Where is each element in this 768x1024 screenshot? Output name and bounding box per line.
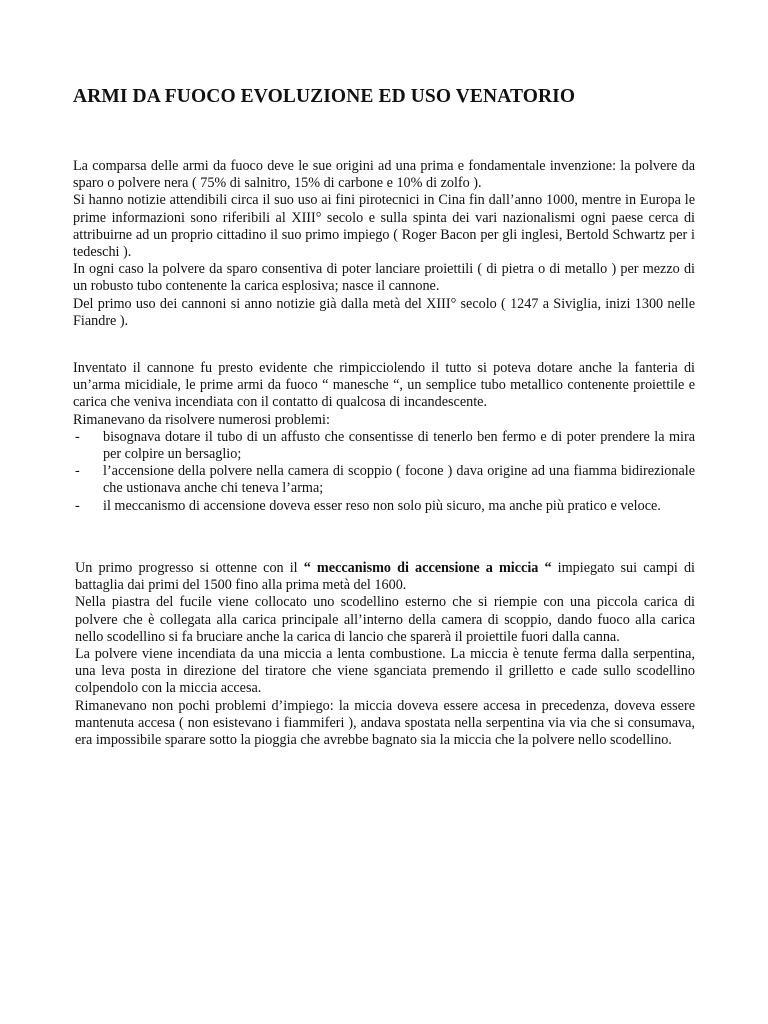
paragraph-hand-guns: Inventato il cannone fu presto evidente che rimpicciolendo il tutto si poteva dotare anche la fanteria di un’arma micidiale, le prime armi da fuoco “ manesche “, un semplice tubo metallico contenente proiettile e carica che veniva incendiata con il contatto di qualcosa di incandescente. bbox=[73, 360, 695, 411]
matchlock-intro-start: Un primo progresso si ottenne con il bbox=[75, 560, 304, 576]
paragraph-cannon-birth: In ogni caso la polvere da sparo consentiva di poter lanciare proiettili ( di pietra o di metallo ) per mezzo di un robusto tubo contenente la carica esplosiva; nasce il cannone. bbox=[73, 261, 695, 295]
paragraph-gunpowder: La comparsa delle armi da fuoco deve le sue origini ad una prima e fondamentale invenzione: la polvere da sparo o polvere nera ( 75% di salnitro, 15% di carbone e 10% di zolfo ). bbox=[73, 158, 695, 192]
list-item-text: il meccanismo di accensione doveva esser reso non solo più sicuro, ma anche più pratico e veloce. bbox=[103, 497, 661, 514]
dash-bullet: - bbox=[75, 463, 80, 480]
paragraph-remaining-problems: Rimanevano non pochi problemi d’impiego: la miccia doveva essere accesa in precedenza, doveva essere mantenuta accesa ( non esistevano i fiammiferi ), andava spostata nella serpentina via via che si consumava, era impossibile sparare sotto la pioggia che avrebbe bagnato sia la miccia che la polvere nello scodellino. bbox=[75, 697, 695, 749]
list-item-text: bisognava dotare il tubo di un affusto che consentisse di tenerlo ben fermo e di poter prendere la mira per colpire un bersaglio; bbox=[103, 428, 695, 463]
paragraph-first-news: Si hanno notizie attendibili circa il suo uso ai fini pirotecnici in Cina fin dall’anno 1000, mentre in Europa le prime informazioni sono riferibili al XIII° secolo e sulla spinta dei vari nazionalismi ogni paese cerca di attribuirne ad un proprio cittadino il suo primo impiego ( Roger Bacon per gli inglesi, Bertold Schwartz per i tedeschi ). bbox=[73, 192, 695, 261]
paragraph-pan-mechanism: Nella piastra del fucile viene collocato uno scodellino esterno che si riempie con una piccola carica di polvere che è collegata alla carica principale all’interno della camera di scoppio, dando fuoco alla carica nello scodellino si fa bruciare anche la carica di lancio che sparerà il proiettile fuori dalla canna. bbox=[75, 594, 695, 645]
problems-list bbox=[73, 429, 695, 515]
list-item bbox=[73, 463, 695, 497]
paragraph-slow-match: La polvere viene incendiata da una miccia a lenta combustione. La miccia è tenute ferma dalla serpentina, una leva posta in direzione del tiratore che viene sganciata premendo il grilletto e cade sullo scodellino colpendolo con la miccia accesa. bbox=[75, 646, 695, 697]
document-title: ARMI DA FUOCO EVOLUZIONE ED USO VENATORIO bbox=[73, 86, 576, 107]
section-hand-guns bbox=[73, 360, 695, 515]
dash-bullet: - bbox=[75, 428, 80, 445]
list-item bbox=[73, 498, 695, 515]
paragraph-problems-intro: Rimanevano da risolvere numerosi problemi: bbox=[73, 411, 330, 428]
section-origins bbox=[73, 158, 695, 330]
matchlock-intro-end: impiegato sui campi di battaglia dai primi del 1500 fino alla prima metà del 1600. bbox=[75, 560, 695, 594]
section-matchlock bbox=[75, 560, 695, 749]
list-item-text: l’accensione della polvere nella camera di scoppio ( focone ) dava origine ad una fiamma bidirezionale che ustionava anche chi teneva l’arma; bbox=[103, 463, 695, 497]
paragraph-first-cannon-use: Del primo uso dei cannoni si anno notizie già dalla metà del XIII° secolo ( 1247 a Siviglia, inizi 1300 nelle Fiandre ). bbox=[73, 295, 695, 329]
list-item bbox=[73, 429, 695, 463]
paragraph-matchlock-intro bbox=[75, 560, 695, 594]
matchlock-term: “ meccanismo di accensione a miccia “ bbox=[303, 560, 552, 576]
dash-bullet: - bbox=[75, 497, 80, 514]
